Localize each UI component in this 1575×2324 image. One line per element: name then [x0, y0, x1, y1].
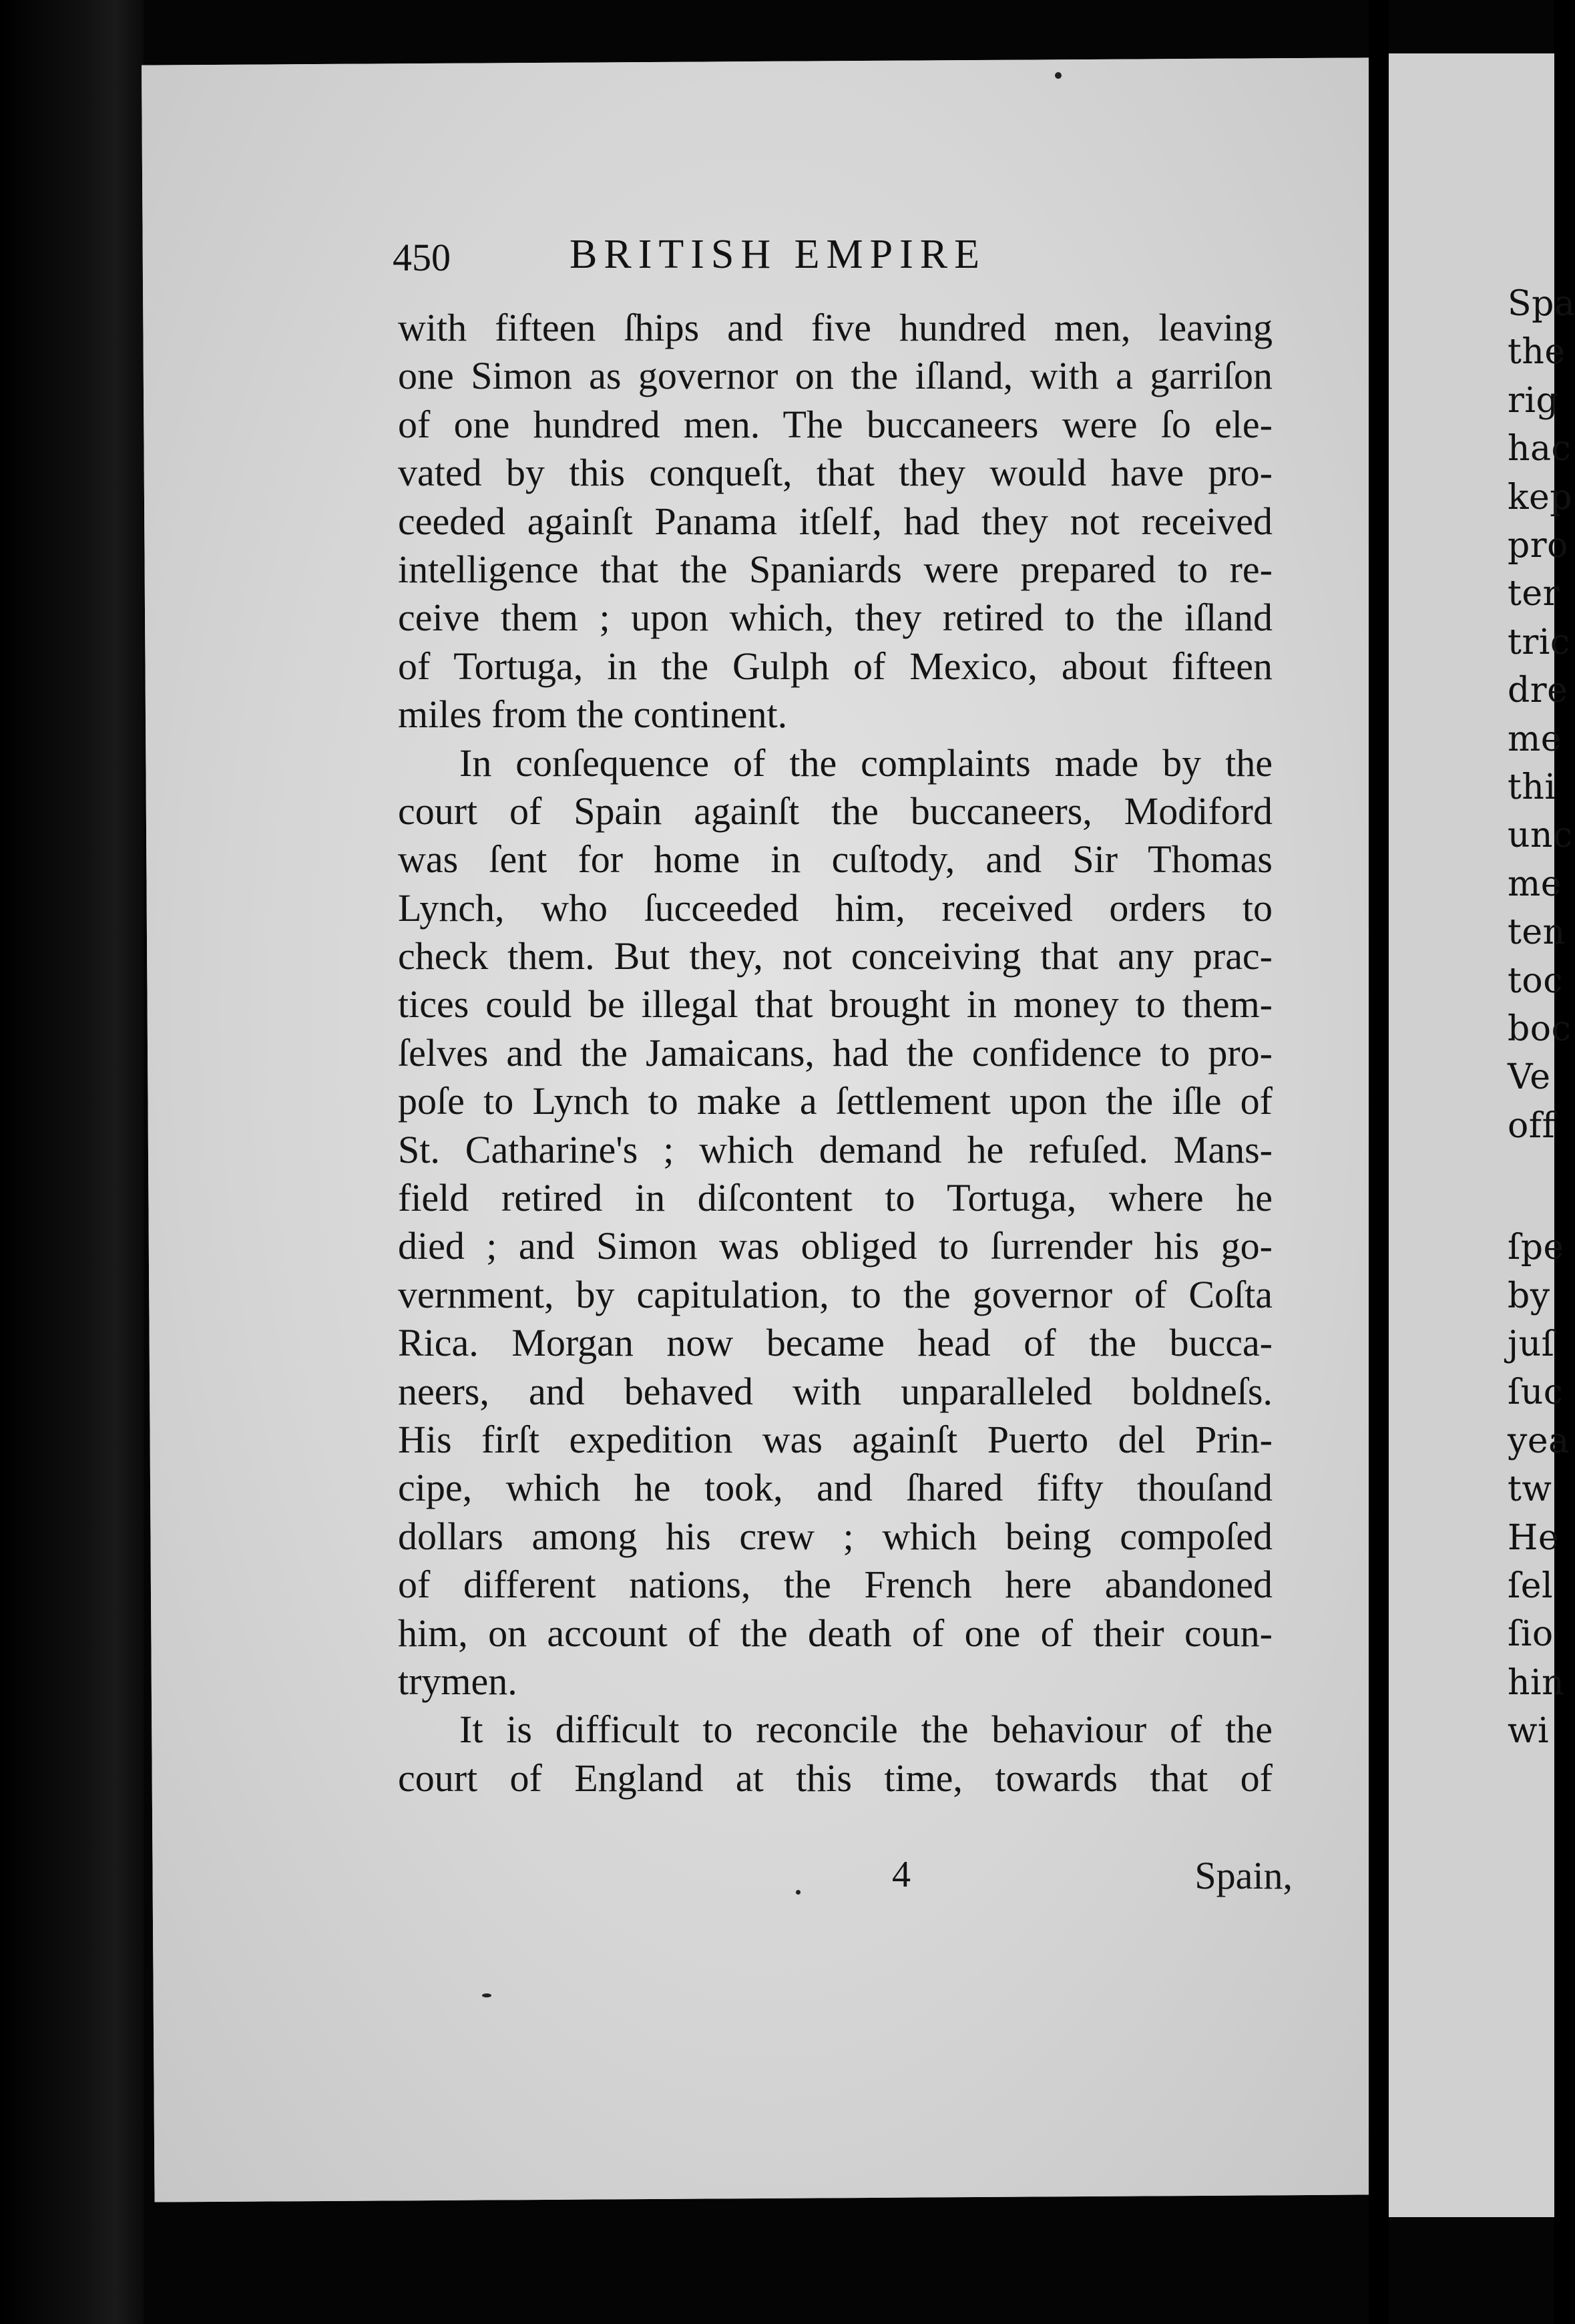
- facing-page-fragment: ſel: [1508, 1566, 1554, 1606]
- text-line: cipe, which he took, and ſhared fifty thouſand: [398, 1466, 1273, 1510]
- page-gutter: [1369, 0, 1389, 2324]
- paper-speck: [482, 1993, 491, 1997]
- facing-page-fragment: boc: [1508, 1009, 1572, 1049]
- binding-shadow: [0, 0, 144, 2324]
- text-line: vated by this conqueſt, that they would have pro-: [398, 451, 1273, 495]
- facing-page-fragment: hin: [1508, 1662, 1565, 1703]
- text-line: court of England at this time, towards that of: [398, 1756, 1273, 1800]
- facing-page-fragment: me: [1508, 863, 1562, 904]
- facing-page-fragment: ſio: [1508, 1614, 1554, 1655]
- facing-page-fragment: kep: [1508, 477, 1573, 518]
- text-line: of one hundred men. The buccaneers were ſo ele-: [398, 402, 1273, 446]
- facing-page-fragment: wi: [1508, 1711, 1550, 1752]
- signature-mark: 4: [892, 1854, 911, 1895]
- text-line: him, on account of the death of one of their coun-: [398, 1611, 1273, 1655]
- text-line: Rica. Morgan now became head of the bucca-: [398, 1321, 1273, 1365]
- text-line: tices could be illegal that brought in money to them-: [398, 982, 1273, 1026]
- text-line: His firſt expedition was againſt Puerto del Prin-: [398, 1417, 1273, 1461]
- text-line: field retired in diſcontent to Tortuga, where he: [398, 1176, 1273, 1220]
- facing-page-fragment: hac: [1508, 429, 1572, 469]
- facing-page-fragment: Spa: [1508, 284, 1575, 324]
- catchword: Spain,: [1194, 1854, 1293, 1897]
- page-number: 450: [393, 236, 451, 279]
- paper-speck: [796, 1890, 801, 1895]
- paragraph: [398, 304, 1273, 739]
- text-line: It is difficult to reconcile the behaviour of the: [459, 1708, 1273, 1752]
- text-line: intelligence that the Spaniards were prepared to re-: [398, 547, 1273, 591]
- facing-page-fragment: toc: [1508, 960, 1563, 1001]
- paper-speck: [1055, 72, 1062, 79]
- facing-page-fragment: yea: [1508, 1420, 1570, 1461]
- text-line: dollars among his crew ; which being compoſed: [398, 1514, 1273, 1558]
- text-line: one Simon as governor on the iſland, with a garriſon: [398, 354, 1273, 398]
- text-line: of different nations, the French here abandoned: [398, 1563, 1273, 1607]
- text-line: ceive them ; upon which, they retired to the iſland: [398, 596, 1273, 640]
- text-line: court of Spain againſt the buccaneers, Modiford: [398, 789, 1273, 833]
- facing-page-fragment: rig: [1508, 380, 1559, 421]
- page-header: [393, 232, 1127, 295]
- facing-page-fragment: ſuc: [1508, 1372, 1564, 1413]
- paragraph: [398, 739, 1273, 1706]
- facing-page-fragment: by: [1508, 1276, 1550, 1316]
- text-line: died ; and Simon was obliged to ſurrender his go-: [398, 1224, 1273, 1268]
- facing-page-fragment: ſpe: [1508, 1227, 1564, 1268]
- text-line: ſelves and the Jamaicans, had the confidence to pro-: [398, 1030, 1273, 1075]
- text-line: of Tortuga, in the Gulph of Mexico, about fifteen: [398, 644, 1273, 688]
- text-line: trymen.: [398, 1659, 517, 1703]
- facing-page-fragment: dre: [1508, 670, 1568, 711]
- facing-page-fragment: tric: [1508, 622, 1570, 662]
- text-line: neers, and behaved with unparalleled boldneſs.: [398, 1369, 1273, 1413]
- facing-page-fragment: unc: [1508, 815, 1573, 856]
- text-line: vernment, by capitulation, to the governor of Coſta: [398, 1272, 1273, 1316]
- text-line: miles from the continent.: [398, 693, 788, 737]
- text-line: ceeded againſt Panama itſelf, had they not received: [398, 499, 1273, 543]
- facing-page-fragment: Ve: [1508, 1057, 1551, 1098]
- text-line: Lynch, who ſucceeded him, received orders to: [398, 886, 1273, 930]
- facing-page-fragment: ter: [1508, 574, 1560, 614]
- text-line: was ſent for home in cuſtody, and Sir Thomas: [398, 837, 1273, 882]
- facing-page-fragment: thi: [1508, 767, 1556, 807]
- running-title: BRITISH EMPIRE: [570, 232, 986, 277]
- text-line: St. Catharine's ; which demand he refuſed. Mans-: [398, 1127, 1273, 1171]
- facing-page-fragment: pro: [1508, 526, 1568, 566]
- text-line: In conſequence of the complaints made by the: [459, 741, 1273, 785]
- body-text: [398, 304, 1273, 1802]
- page-footer: [398, 1853, 1293, 1907]
- facing-page-fragment: me: [1508, 719, 1562, 759]
- facing-page: [1389, 53, 1575, 2217]
- text-line: check them. But they, not conceiving that any prac-: [398, 934, 1273, 978]
- facing-page-fragment: the: [1508, 332, 1566, 373]
- facing-page-fragment: He: [1508, 1517, 1560, 1558]
- text-line: poſe to Lynch to make a ſettlement upon the iſle of: [398, 1079, 1273, 1123]
- facing-page-fragment: juſ: [1508, 1324, 1555, 1364]
- facing-page-fragment: off: [1508, 1105, 1556, 1146]
- paragraph: [398, 1706, 1273, 1802]
- facing-page-fragment: ten: [1508, 912, 1566, 953]
- facing-page-fragment: tw: [1508, 1469, 1552, 1510]
- text-line: with fifteen ſhips and five hundred men, leaving: [398, 306, 1273, 349]
